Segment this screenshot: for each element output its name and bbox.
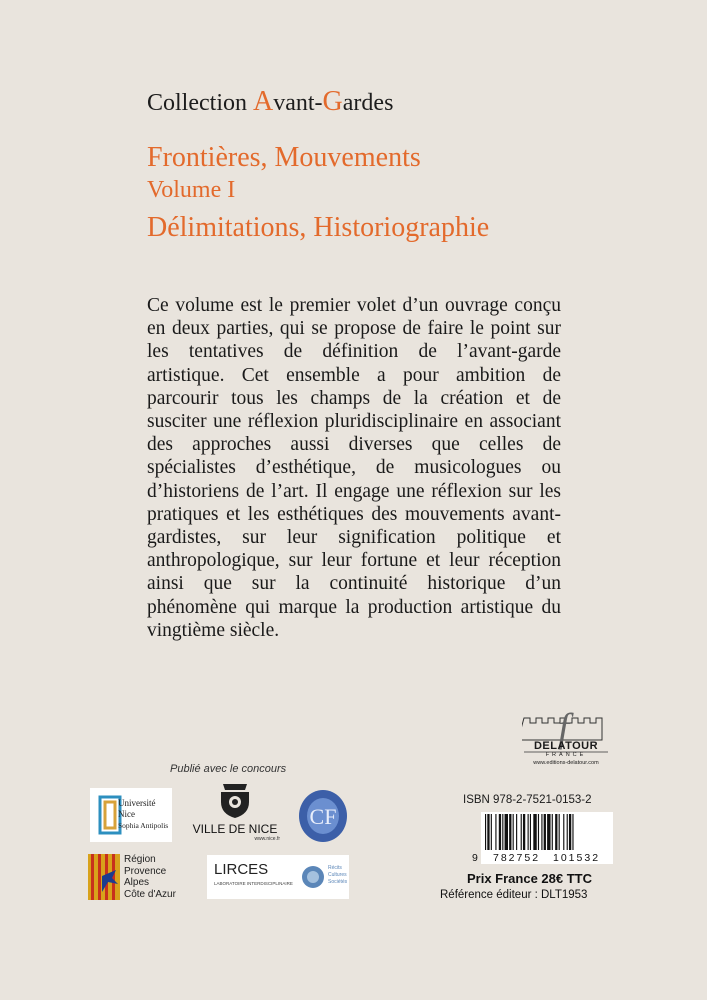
lirces-name: LIRCES [214, 861, 269, 878]
universite-line1: Université [118, 798, 156, 808]
volume-label: Volume I [147, 177, 236, 203]
ville-url: www.nice.fr [254, 836, 280, 842]
universite-logo [90, 788, 172, 842]
collection-part1: vant- [273, 90, 323, 116]
collection-part2: ardes [342, 90, 394, 116]
book-title: Frontières, Mouvements [147, 142, 421, 173]
publisher-reference: Référence éditeur : DLT1953 [440, 889, 588, 901]
universite-line2: Nice [118, 809, 135, 819]
lirces-tag3: Sociétés [328, 879, 348, 885]
publisher-country: FRANCE [545, 752, 587, 758]
ville-name: VILLE DE NICE [192, 822, 278, 836]
collection-prefix: Collection [147, 90, 253, 116]
publisher-name: DELATOUR [533, 740, 599, 752]
collection-cap-g: G [322, 86, 343, 117]
lirces-logo [207, 855, 349, 899]
cf-letters: CF [309, 804, 337, 829]
region-line3: Alpes [124, 877, 150, 888]
universite-line3: Sophia Antipolis [118, 821, 169, 830]
back-cover-blurb: Ce volume est le premier volet d’un ouvrage conçu en deux parties, qui se propose de faire le point sur les tentatives de définition de l’avant-garde artistique. Cet ensemble a pour ambition de parcourir tous les champs de la création et de susciter une réflexion pluridisciplinaire en associant des approches aussi diverses que celles de spécialistes d’esthétique, de musicologues ou d’historiens de l’art. Il engage une réflexion sur les pratiques et les esthétiques des mouvements avant-gardistes, sur leur signification politique et anthropologique, sur leur fortune et leur réception ainsi que sur la continuité historique d’un phénomène qui marque la production artistique du vingtième siècle. [147, 295, 561, 641]
isbn-text: ISBN 978-2-7521-0153-2 [463, 794, 592, 806]
nice-crest-icon [215, 782, 255, 818]
book-subtitle: Délimitations, Historiographie [147, 212, 490, 243]
barcode-group2: 101532 [553, 852, 601, 864]
barcode-bars [481, 812, 613, 852]
region-line4: Côte d'Azur [124, 888, 176, 900]
collection-cap-a: A [252, 86, 274, 117]
barcode-group1: 782752 [493, 852, 541, 864]
region-line1: Région [124, 854, 156, 865]
ville-de-nice-logo [190, 782, 280, 844]
cf-logo [297, 788, 349, 844]
price-label: Prix France 28€ TTC [467, 871, 592, 886]
region-line2: Provence [124, 865, 167, 877]
barcode-digit-first: 9 [472, 852, 478, 864]
lirces-tag1: Récits [328, 865, 342, 871]
lirces-tag2: Cultures [328, 872, 347, 878]
region-flag-icon [88, 854, 120, 900]
lirces-globe-icon [300, 864, 326, 890]
lirces-subtitle: LABORATOIRE INTERDISCIPLINAIRE [214, 881, 293, 886]
collection-name [147, 86, 393, 118]
publisher-monogram: f [558, 705, 570, 750]
delatour-logo [522, 705, 610, 770]
publisher-url: www.editions-delatour.com [533, 760, 599, 766]
region-paca-logo [88, 854, 195, 900]
concours-label: Publié avec le concours [170, 763, 287, 775]
